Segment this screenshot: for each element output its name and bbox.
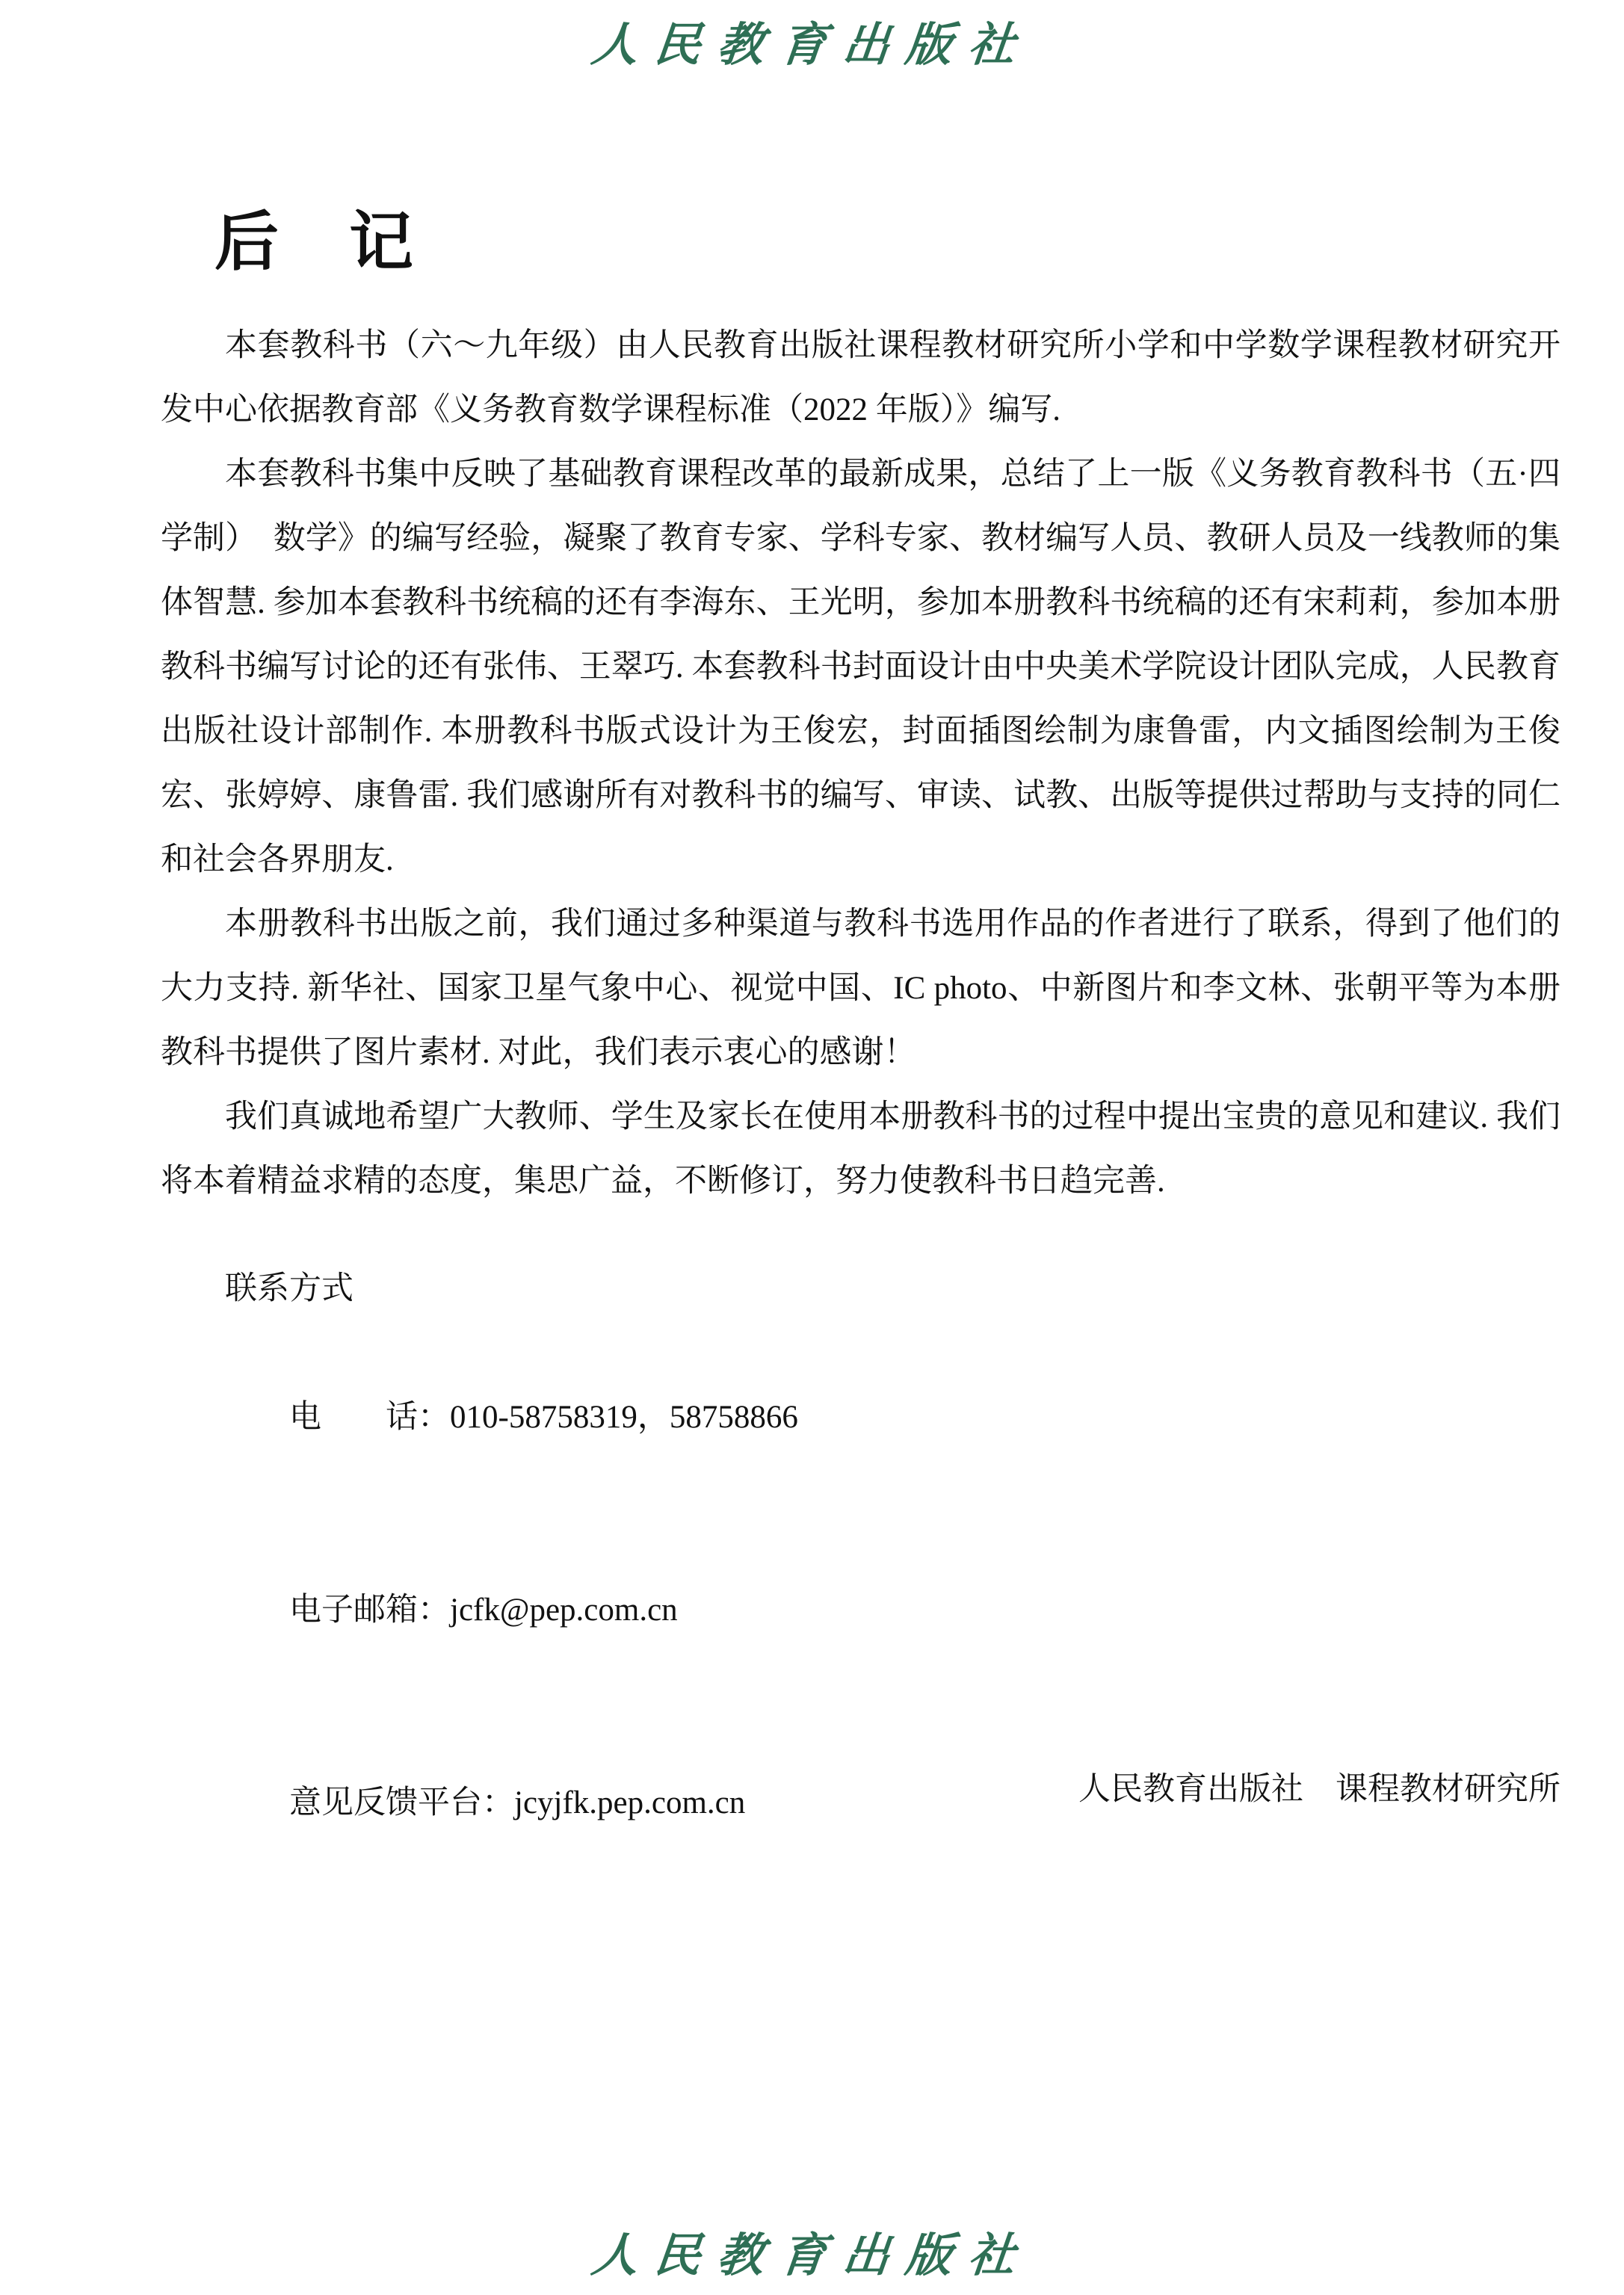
page-title: 后 记	[214, 206, 416, 278]
contact-phone-value: 010-58758319，58758866	[450, 1400, 798, 1435]
publisher-calligraphy-logo-top: 人民教育出版社	[589, 20, 1034, 71]
afterword-paragraph-2: 本套教科书集中反映了基础教育课程改革的最新成果，总结了上一版《义务教育教科书（五·四学制） 数学》的编写经验，凝聚了教育专家、学科专家、教材编写人员、教研人员及一线教师的集体智慧. 参加本套教科书统稿的还有李海东、王光明，参加本册教科书统稿的还有宋莉莉，参加本册教科书编写讨论的还有张伟、王翠巧. 本套教科书封面设计由中央美术学院设计团队完成，人民教育出版社设计部制作. 本册教科书版式设计为王俊宏，封面插图绘制为康鲁雷，内文插图绘制为王俊宏、张婷婷、康鲁雷. 我们感谢所有对教科书的编写、审读、试教、出版等提供过帮助与支持的同仁和社会各界朋友.	[161, 457, 1560, 877]
contact-phone-label: 电 话：	[289, 1400, 450, 1435]
contact-phone-row	[225, 1321, 1560, 1514]
afterword-paragraph-4: 我们真诚地希望广大教师、学生及家长在使用本册教科书的过程中提出宝贵的意见和建议. 我们将本着精益求精的态度，集思广益，不断修订，努力使教科书日趋完善.	[161, 1099, 1560, 1199]
publisher-calligraphy-logo-bottom: 人民教育出版社	[589, 2231, 1034, 2282]
afterword-paragraph-1: 本套教科书（六～九年级）由人民教育出版社课程教材研究所小学和中学数学课程教材研究开发中心依据教育部《义务教育数学课程标准（2022 年版）》编写.	[161, 328, 1560, 427]
contact-feedback-value: jcyjfk.pep.com.cn	[514, 1785, 746, 1820]
contact-email-row	[225, 1514, 1560, 1707]
afterword-paragraph-3: 本册教科书出版之前，我们通过多种渠道与教科书选用作品的作者进行了联系，得到了他们的大力支持. 新华社、国家卫星气象中心、视觉中国、IC photo、中新图片和李文林、张朝平等为本册教科书提供了图片素材. 对此，我们表示衷心的感谢！	[161, 906, 1560, 1070]
contact-heading: 联系方式	[225, 1271, 353, 1306]
publisher-attribution: 人民教育出版社 课程教材研究所	[1078, 1772, 1560, 1807]
contact-feedback-label: 意见反馈平台：	[289, 1785, 514, 1820]
afterword-body	[161, 314, 1560, 1900]
contact-email-label: 电子邮箱：	[289, 1593, 450, 1628]
contact-email-value: jcfk@pep.com.cn	[450, 1593, 678, 1628]
